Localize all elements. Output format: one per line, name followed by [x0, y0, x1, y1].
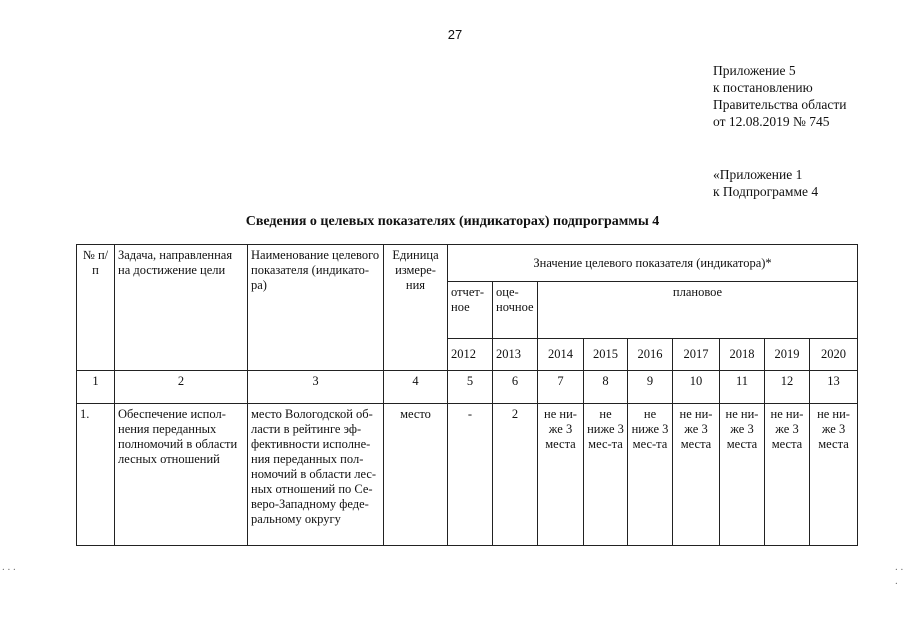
row-value: не ни-же 3 места: [538, 404, 584, 546]
row-task: Обеспечение испол-нения переданных полномочий в области лесных отношений: [115, 404, 248, 546]
column-number: 13: [810, 371, 858, 404]
column-number: 6: [493, 371, 538, 404]
column-number: 11: [720, 371, 765, 404]
approval-line: Приложение 5: [713, 63, 796, 78]
column-number: 3: [248, 371, 384, 404]
year-cell: 2013: [493, 339, 538, 371]
left-margin-mark: . . .: [2, 561, 16, 573]
row-indicator: место Вологодской об-ласти в рейтинге эф-фективности исполне-ния переданных пол-номочий в области лес-ных отношений по Се-веро-Западному феде-ральному округу: [248, 404, 384, 546]
approval-line: к постановлению: [713, 80, 813, 95]
row-value: не ни-же 3 места: [720, 404, 765, 546]
year-cell: 2015: [584, 339, 628, 371]
row-value: 2: [493, 404, 538, 546]
indicators-table: [76, 244, 858, 546]
year-cell: 2016: [628, 339, 673, 371]
header-planned: плановое: [538, 282, 858, 339]
appendix-block: [713, 166, 818, 200]
header-estimated: оце-ночное: [493, 282, 538, 339]
year-cell: 2018: [720, 339, 765, 371]
right-margin-mark: . . .: [895, 561, 904, 587]
column-number: 2: [115, 371, 248, 404]
header-reported: отчет-ное: [448, 282, 493, 339]
year-cell: 2017: [673, 339, 720, 371]
column-number: 12: [765, 371, 810, 404]
year-cell: 2019: [765, 339, 810, 371]
row-num: 1.: [77, 404, 115, 546]
year-cell: 2020: [810, 339, 858, 371]
row-value: не ниже 3 мес-та: [628, 404, 673, 546]
approval-block: [713, 62, 846, 130]
column-number: 8: [584, 371, 628, 404]
approval-line: от 12.08.2019 № 745: [713, 114, 830, 129]
row-value: не ни-же 3 места: [810, 404, 858, 546]
column-number: 1: [77, 371, 115, 404]
page-number: 27: [447, 27, 463, 42]
year-cell: 2014: [538, 339, 584, 371]
approval-line: Правительства области: [713, 97, 847, 112]
column-number-row: [77, 371, 858, 404]
appendix-line: «Приложение 1: [713, 167, 803, 182]
table-row: [77, 404, 858, 546]
column-number: 4: [384, 371, 448, 404]
column-number: 10: [673, 371, 720, 404]
row-value: не ни-же 3 места: [673, 404, 720, 546]
appendix-line: к Подпрограмме 4: [713, 184, 819, 199]
header-task: Задача, направленная на достижение цели: [115, 245, 248, 371]
header-indicator: Наименование целевого показателя (индикато-ра): [248, 245, 384, 371]
column-number: 7: [538, 371, 584, 404]
header-value-group: Значение целевого показателя (индикатора)*: [448, 245, 858, 282]
header-num: № п/п: [77, 245, 115, 371]
document-title: Сведения о целевых показателях (индикаторах) подпрограммы 4: [245, 214, 660, 229]
header-unit: Единица измере-ния: [384, 245, 448, 371]
row-value: -: [448, 404, 493, 546]
column-number: 5: [448, 371, 493, 404]
row-value: не ниже 3 мес-та: [584, 404, 628, 546]
column-number: 9: [628, 371, 673, 404]
row-unit: место: [384, 404, 448, 546]
row-value: не ни-же 3 места: [765, 404, 810, 546]
year-cell: 2012: [448, 339, 493, 371]
